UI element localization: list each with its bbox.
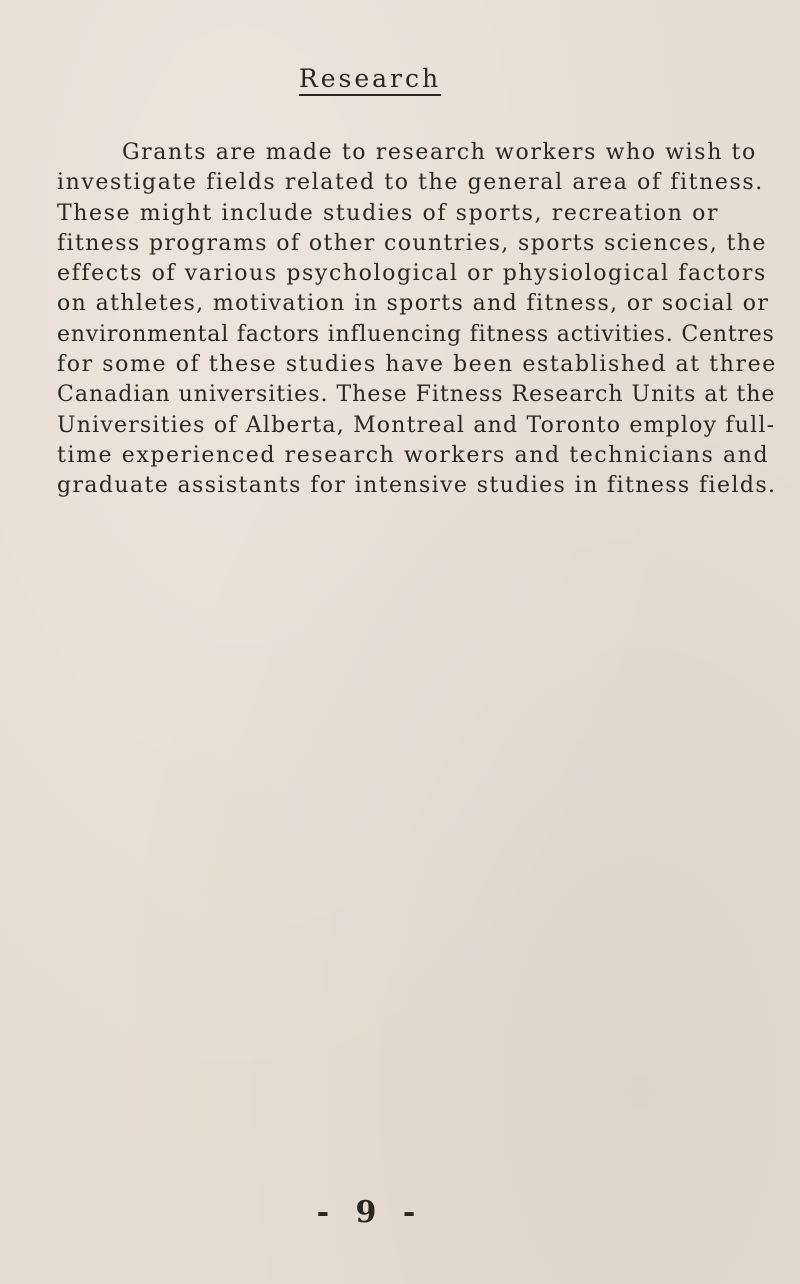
paragraph-line: These might include studies of sports, recreation or bbox=[57, 200, 720, 226]
page-number: - 9 - bbox=[316, 1195, 424, 1230]
paragraph-line: Universities of Alberta, Montreal and Toronto employ full- bbox=[57, 412, 776, 438]
paragraph-line: time experienced research workers and technicians and bbox=[57, 442, 770, 468]
paragraph-line: on athletes, motivation in sports and fitness, or social or bbox=[57, 291, 770, 317]
paragraph-line: investigate fields related to the general area of fitness. bbox=[57, 170, 764, 196]
heading-text: Research bbox=[299, 66, 441, 96]
paragraph-line: effects of various psychological or physiological factors bbox=[57, 261, 767, 287]
paragraph-line: fitness programs of other countries, sports sciences, the bbox=[57, 230, 767, 256]
paragraph-line: graduate assistants for intensive studies in fitness fields. bbox=[57, 473, 777, 499]
paragraph-line: for some of these studies have been established at three bbox=[57, 352, 777, 378]
paragraph-line: Grants are made to research workers who wish to bbox=[122, 140, 757, 165]
page-title bbox=[0, 66, 740, 96]
paragraph-line: Canadian universities. These Fitness Research Units at the bbox=[57, 382, 776, 408]
paragraph-line: environmental factors influencing fitness activities. Centres bbox=[57, 321, 775, 347]
body-paragraph bbox=[57, 138, 777, 502]
